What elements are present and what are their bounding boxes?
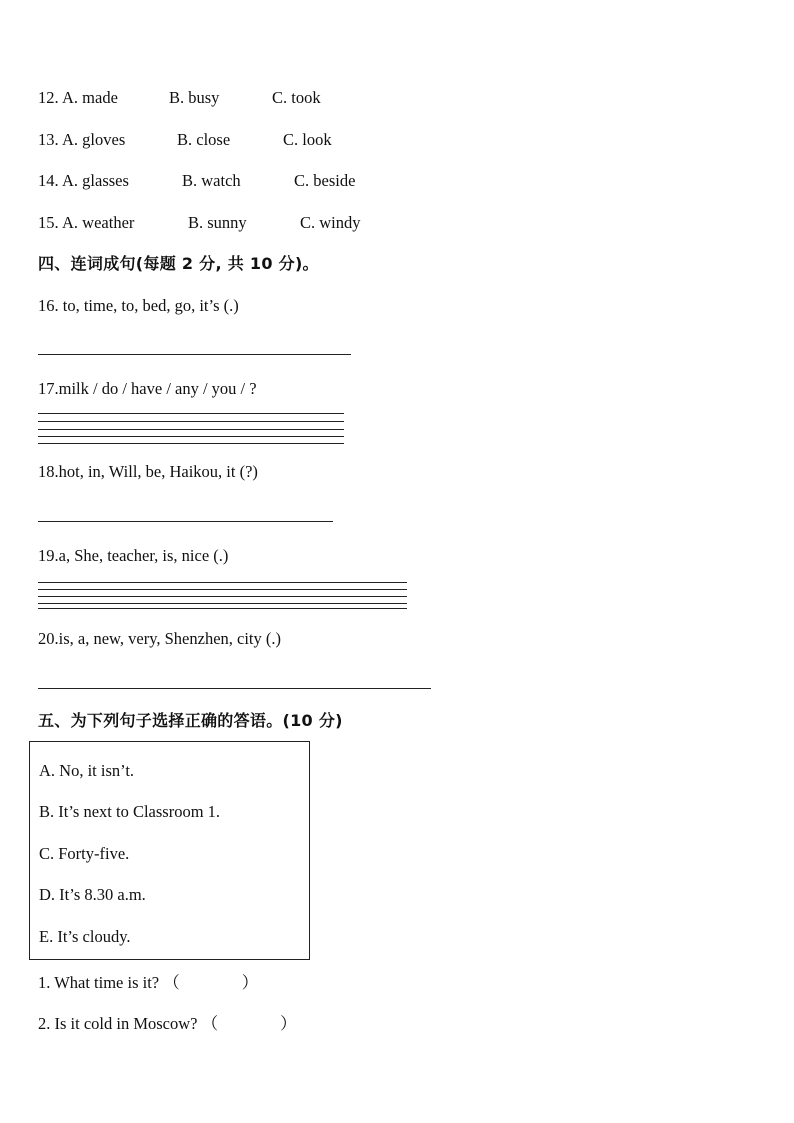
sentence-item-20: 20.is, a, new, very, Shenzhen, city (.) [38, 629, 281, 648]
question-text: 1. What time is it? [38, 973, 160, 992]
answer-options-box [29, 741, 310, 960]
sentence-item-18: 18.hot, in, Will, be, Haikou, it (?) [38, 462, 258, 481]
answer-option-d: D. It’s 8.30 a.m. [39, 885, 146, 904]
close-paren: ） [241, 973, 259, 992]
mc-option-a: A. glasses [62, 171, 129, 190]
open-paren: （ [201, 1014, 219, 1033]
answer-option-a: A. No, it isn’t. [39, 761, 135, 780]
writing-line [38, 443, 344, 444]
mc-option-c: C. beside [294, 171, 356, 190]
writing-line [38, 413, 344, 414]
answer-line[interactable] [38, 354, 351, 355]
writing-line [38, 589, 407, 590]
question-2 [38, 1014, 297, 1034]
answer-option-c: C. Forty-five. [39, 844, 130, 863]
writing-line [38, 436, 344, 437]
writing-line [38, 603, 407, 604]
open-paren: （ [163, 973, 180, 992]
mc-option-a: A. made [62, 88, 118, 107]
writing-line [38, 596, 407, 597]
answer-blank[interactable] [202, 1014, 297, 1033]
mc-option-a: A. weather [62, 213, 135, 232]
mc-option-c: C. took [272, 88, 321, 107]
answer-blank[interactable] [163, 973, 258, 992]
close-paren: ） [280, 1014, 297, 1033]
section-4-heading: 四、连词成句(每题 2 分, 共 10 分)。 [38, 254, 319, 273]
answer-line[interactable] [38, 521, 333, 522]
writing-line [38, 582, 407, 583]
sentence-item-16: 16. to, time, to, bed, go, it’s (.) [38, 296, 239, 315]
question-text: 2. Is it cold in Moscow? [38, 1014, 198, 1033]
mc-option-c: C. look [283, 130, 332, 149]
question-1 [38, 973, 258, 993]
answer-line[interactable] [38, 688, 431, 689]
answer-option-b: B. It’s next to Classroom 1. [39, 802, 221, 821]
mc-number: 15. [38, 213, 59, 232]
mc-option-b: B. watch [182, 171, 241, 190]
writing-line [38, 421, 344, 422]
writing-line [38, 429, 344, 430]
writing-line [38, 608, 407, 609]
sentence-item-17: 17.milk / do / have / any / you / ? [38, 379, 257, 398]
mc-number: 14. [38, 171, 59, 190]
section-5-heading: 五、为下列句子选择正确的答语。(10 分) [38, 711, 343, 730]
mc-option-b: B. busy [169, 88, 220, 107]
mc-option-b: B. close [177, 130, 231, 149]
answer-option-e: E. It’s cloudy. [39, 927, 131, 946]
mc-option-a: A. gloves [62, 130, 126, 149]
mc-option-b: B. sunny [188, 213, 247, 232]
sentence-item-19: 19.a, She, teacher, is, nice (.) [38, 546, 229, 565]
mc-number: 13. [38, 130, 59, 149]
mc-number: 12. [38, 88, 59, 107]
mc-option-c: C. windy [300, 213, 361, 232]
